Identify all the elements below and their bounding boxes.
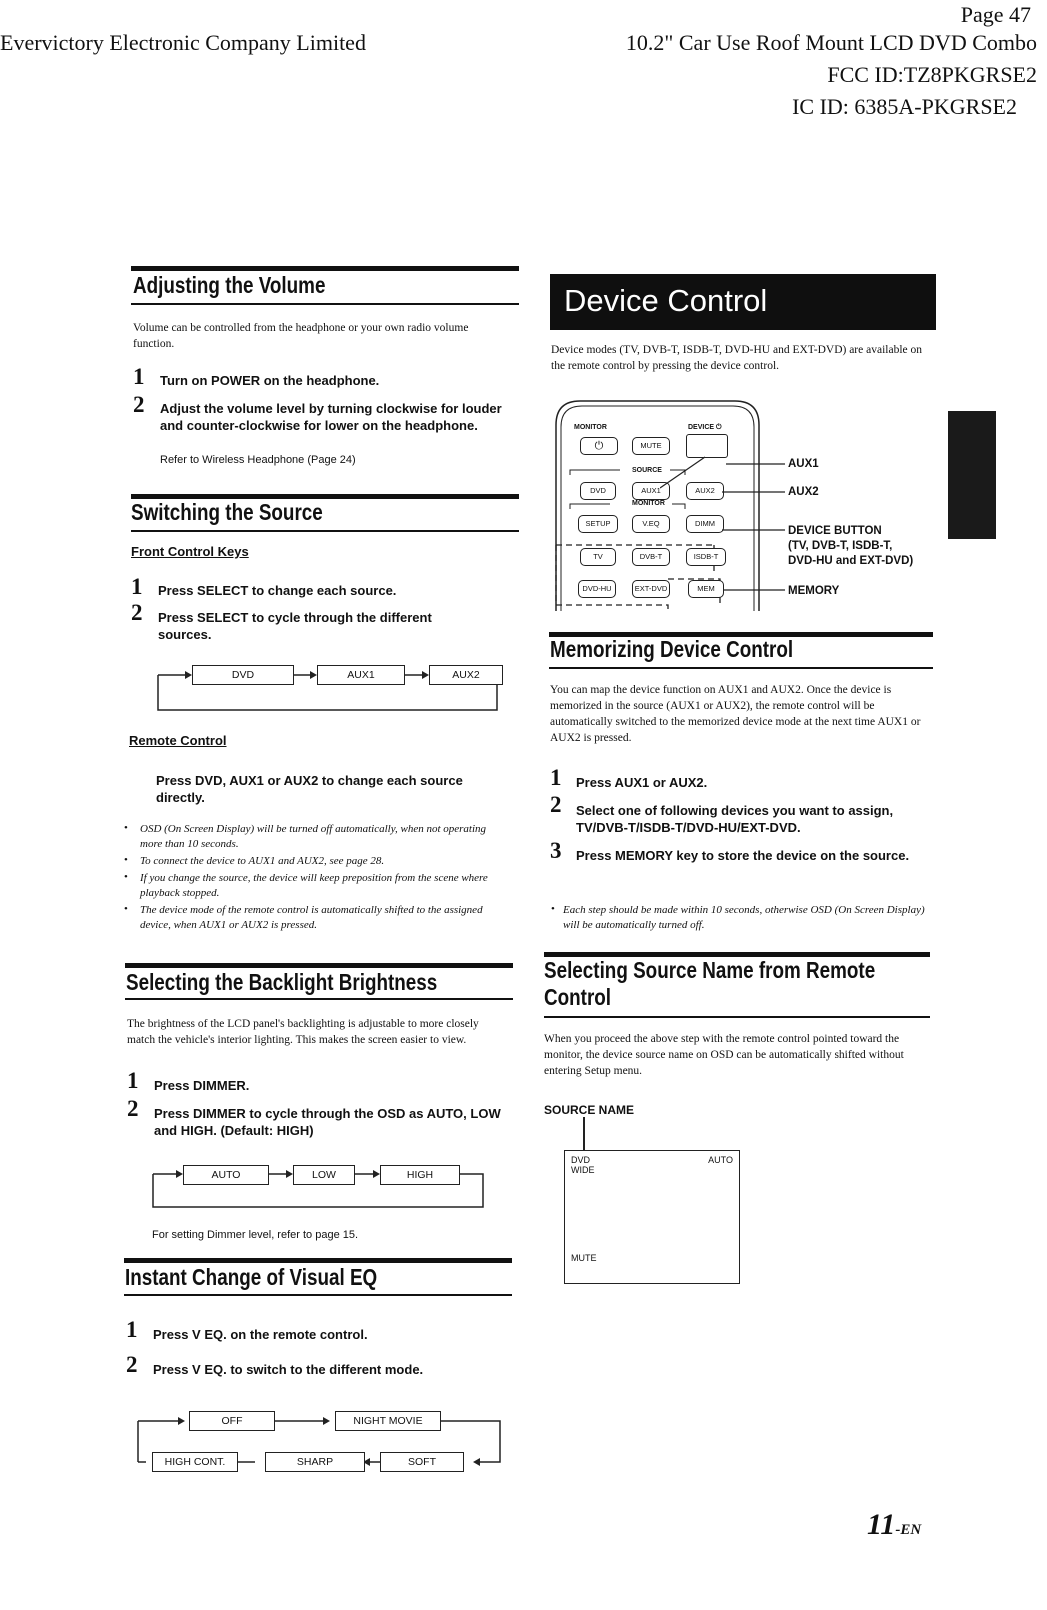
device-control-banner — [550, 274, 936, 330]
product-name: 10.2" Car Use Roof Mount LCD DVD Combo — [625, 30, 1037, 55]
ic-id: IC ID: 6385A-PKGRSE2 — [792, 94, 1017, 119]
step-text: Press SELECT to cycle through the different sources. — [158, 610, 432, 642]
step-number: 1 — [127, 1068, 139, 1093]
callout-aux2: AUX2 — [788, 486, 819, 498]
step-number: 2 — [133, 392, 145, 417]
flow-box-high-cont: HIGH CONT. — [152, 1452, 238, 1472]
callout-device-button: DEVICE BUTTON — [788, 525, 882, 537]
volume-reference: Refer to Wireless Headphone (Page 24) — [160, 454, 356, 466]
memorizing-title: Memorizing Device Control — [550, 636, 794, 662]
flow-box-sharp: SHARP — [265, 1452, 365, 1472]
source-title: Switching the Source — [131, 499, 323, 525]
step-text: Press MEMORY key to store the device on the source. — [576, 848, 910, 863]
memorizing-intro: You can map the device function on AUX1 and AUX2. Once the device is memorized in the source (AUX1 or AUX2), the remote control will be automatically switched to the memorized device mode at the next time AUX1 or AUX2 is pressed. — [550, 684, 921, 744]
note-item: OSD (On Screen Display) will be turned off automatically, when not operating more than 10 seconds. — [140, 823, 487, 850]
remote-monitor-label: MONITOR — [574, 424, 607, 431]
step-text: Adjust the volume level by turning clockwise for louder and counter-clockwise for lower on the headphone. — [160, 401, 502, 433]
remote-power-button[interactable]: ⏻ — [580, 437, 618, 455]
remote-mem-button[interactable]: MEM — [688, 580, 724, 598]
flow-box-soft: SOFT — [380, 1452, 464, 1472]
remote-extdvd-button[interactable]: EXT-DVD — [632, 580, 670, 598]
note-item: If you change the source, the device will keep preposition from the scene where playback stopped. — [140, 872, 488, 899]
company-name: Evervictory Electronic Company Limited — [0, 30, 366, 55]
front-keys-title: Front Control Keys — [131, 544, 249, 559]
device-intro: Device modes (TV, DVB-T, ISDB-T, DVD-HU and EXT-DVD) are available on the remote control by pressing the device control. — [551, 344, 922, 372]
step-text: Press SELECT to change each source. — [158, 583, 397, 598]
flow-box-aux2: AUX2 — [429, 665, 503, 685]
remote-dvdhu-button[interactable]: DVD-HU — [578, 580, 616, 598]
source-notes: • OSD (On Screen Display) will be turned off automatically, when not operating more than 10 seconds. • To connect the device to AUX1 and AUX2, see page 28. • If you change the source, the device will keep preposition from the scene where playback stopped. • The device mode of the remote control is automatically shifted to the assigned device, when AUX1 or AUX2 is pressed. — [124, 822, 509, 935]
step-text: Press DIMMER to cycle through the OSD as AUTO, LOW and HIGH. (Default: HIGH) — [154, 1106, 501, 1138]
section-bar — [125, 963, 513, 968]
footer-page: 11 — [867, 1508, 896, 1541]
source-name-title-2: Control — [544, 984, 612, 1010]
side-tab — [948, 411, 996, 539]
step-number: 1 — [126, 1317, 138, 1342]
step-number: 2 — [550, 792, 562, 817]
remote-tv-button[interactable]: TV — [580, 548, 616, 566]
remote-dimm-button[interactable]: DIMM — [686, 515, 724, 533]
note-item: The device mode of the remote control is automatically shifted to the assigned device, when AUX1 or AUX2 is pressed. — [140, 904, 483, 931]
flow-box-auto: AUTO — [183, 1165, 269, 1185]
osd-dimmer: AUTO — [708, 1155, 733, 1165]
step-text: Press V EQ. on the remote control. — [153, 1327, 368, 1342]
section-rule — [549, 667, 933, 669]
step-text: Press AUX1 or AUX2. — [576, 775, 708, 790]
step-number: 1 — [133, 364, 145, 389]
volume-title: Adjusting the Volume — [133, 272, 326, 298]
callout-memory: MEMORY — [788, 585, 840, 597]
section-rule — [131, 530, 519, 532]
remote-mute-button[interactable]: MUTE — [632, 437, 670, 455]
callout-device-list-1: (TV, DVB-T, ISDB-T, — [788, 540, 893, 552]
step-number: 2 — [131, 600, 143, 625]
step-number: 3 — [550, 838, 562, 863]
footer-page-number — [867, 1508, 921, 1542]
remote-veq-button[interactable]: V.EQ — [632, 515, 670, 533]
remote-isdbt-button[interactable]: ISDB-T — [686, 548, 726, 566]
remote-control-title: Remote Control — [129, 733, 227, 748]
section-bar — [131, 266, 519, 271]
page-number: Page 47 — [960, 2, 1031, 27]
flow-box-high: HIGH — [380, 1165, 460, 1185]
section-rule — [131, 303, 519, 305]
flow-box-dvd: DVD — [192, 665, 294, 685]
remote-dvd-button[interactable]: DVD — [580, 482, 616, 500]
step-text: Press V EQ. to switch to the different mode. — [153, 1362, 424, 1377]
veq-title: Instant Change of Visual EQ — [125, 1264, 378, 1290]
remote-control-text: Press DVD, AUX1 or AUX2 to change each source directly. — [156, 773, 463, 805]
callout-lines — [660, 450, 790, 600]
remote-source-label: SOURCE — [632, 467, 662, 474]
remote-setup-button[interactable]: SETUP — [578, 515, 618, 533]
osd-mode: WIDE — [571, 1165, 595, 1175]
section-rule — [125, 998, 513, 1000]
osd-mute: MUTE — [571, 1253, 597, 1263]
step-number: 1 — [550, 765, 562, 790]
callout-device-list-2: DVD-HU and EXT-DVD) — [788, 555, 914, 567]
memorizing-note: • Each step should be made within 10 seconds, otherwise OSD (On Screen Display) will be automatically turned off. — [551, 903, 931, 933]
callout-aux1: AUX1 — [788, 458, 819, 470]
memorizing-note-text: Each step should be made within 10 seconds, otherwise OSD (On Screen Display) will be automatically turned off. — [563, 904, 925, 931]
section-rule — [124, 1294, 512, 1296]
flow-box-night-movie: NIGHT MOVIE — [335, 1411, 441, 1431]
section-rule — [544, 1016, 930, 1018]
remote-aux2-button[interactable]: AUX2 — [686, 482, 724, 500]
step-text: Select one of following devices you want to assign, TV/DVB-T/ISDB-T/DVD-HU/EXT-DVD. — [576, 803, 894, 835]
footer-suffix: -EN — [895, 1522, 922, 1538]
step-number: 2 — [126, 1352, 138, 1377]
step-text: Press DIMMER. — [154, 1078, 250, 1093]
remote-device-label: DEVICE ⏻ — [688, 424, 722, 431]
source-name-label: SOURCE NAME — [544, 1103, 635, 1117]
source-name-title-1: Selecting Source Name from Remote — [544, 957, 876, 983]
backlight-intro: The brightness of the LCD panel's backlighting is adjustable to more closely match the vehicle's interior lighting. This makes the screen easier to view. — [127, 1018, 479, 1046]
device-control-title: Device Control — [564, 283, 768, 318]
fcc-id: FCC ID:TZ8PKGRSE2 — [827, 62, 1037, 87]
step-text: Turn on POWER on the headphone. — [160, 373, 380, 388]
backlight-title: Selecting the Backlight Brightness — [126, 969, 438, 995]
section-bar — [124, 1258, 512, 1263]
flow-box-aux1: AUX1 — [317, 665, 405, 685]
flow-box-off: OFF — [189, 1411, 275, 1431]
osd-source: DVD — [571, 1155, 591, 1165]
note-item: To connect the device to AUX1 and AUX2, see page 28. — [140, 855, 385, 867]
flow-box-low: LOW — [293, 1165, 355, 1185]
step-number: 1 — [131, 574, 143, 599]
backlight-note: For setting Dimmer level, refer to page 15. — [152, 1229, 359, 1241]
remote-monitor2-label: MONITOR — [632, 500, 665, 507]
remote-aux1-button[interactable]: AUX1 — [632, 482, 670, 500]
volume-intro: Volume can be controlled from the headphone or your own radio volume function. — [133, 322, 469, 350]
step-number: 2 — [127, 1096, 139, 1121]
osd-screen — [564, 1150, 740, 1284]
source-name-intro: When you proceed the above step with the remote control pointed toward the monitor, the device source name on OSD can be automatically shifted without entering Setup menu. — [544, 1033, 904, 1077]
remote-dvbt-button[interactable]: DVB-T — [632, 548, 670, 566]
